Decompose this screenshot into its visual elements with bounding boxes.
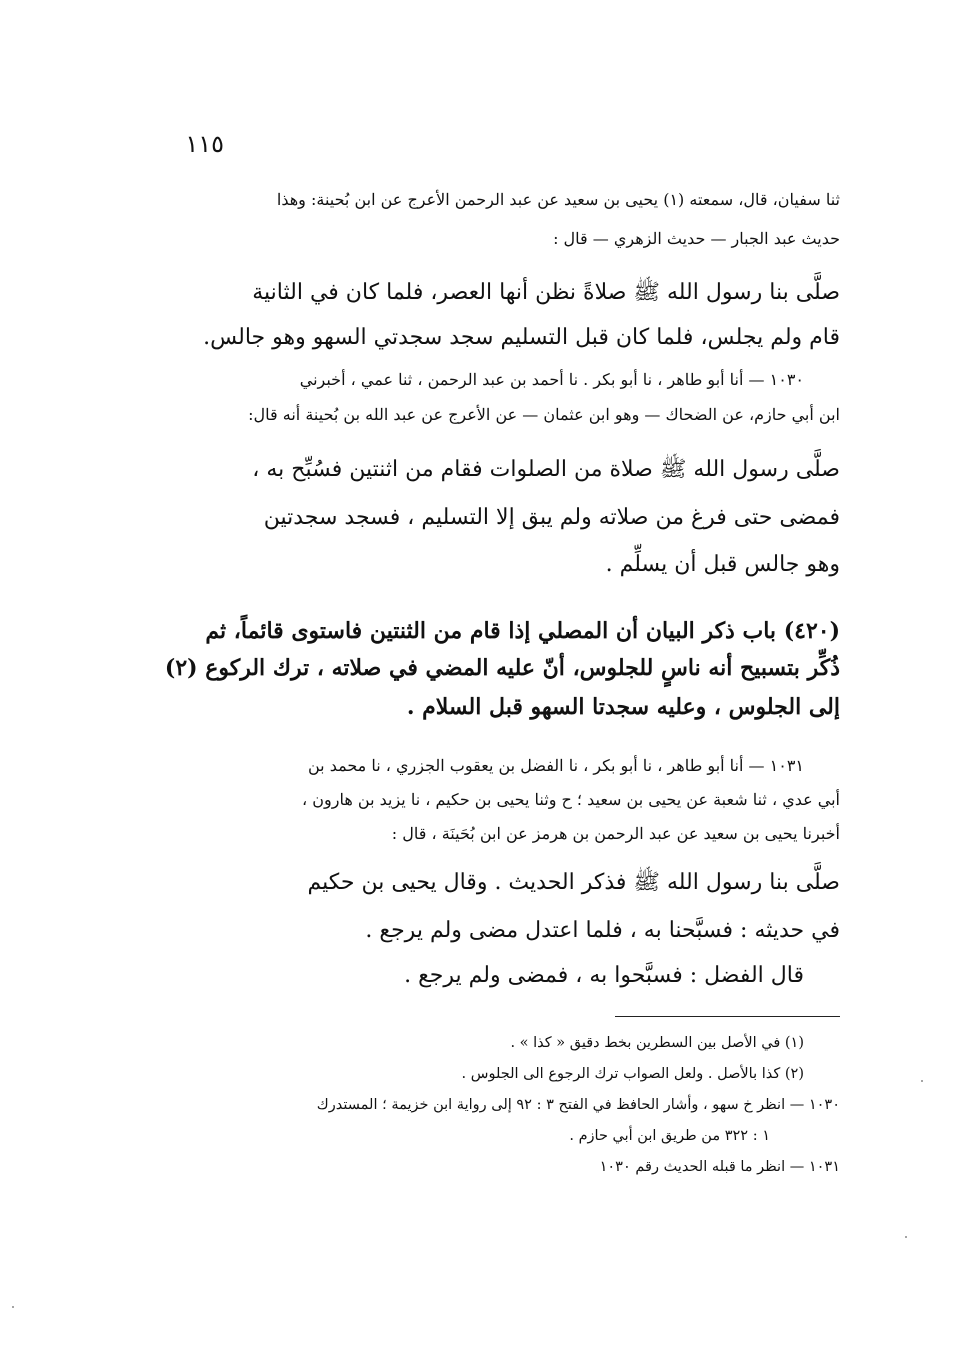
chapter-heading-line-1: (٤٢٠) باب ذكر البيان أن المصلي إذا قام من الثنتين فاستوى قائماً، ثم <box>205 618 840 644</box>
hadith-1-line-1: صلَّى بنا رسول الله ﷺ صلاةً نظن أنها العصر، فلما كان في الثانية <box>252 280 840 305</box>
hadith-2-line-3: وهو جالس قبل أن يسلِّم . <box>605 552 840 577</box>
scan-speck <box>12 1306 14 1308</box>
chapter-heading-line-3: إلى الجلوس ، وعليه سجدتا السهو قبل السلام . <box>406 694 840 720</box>
page-number: ١١٥ <box>185 130 224 158</box>
isnad-1030-line-2: ابن أبي حازم، عن الضحاك — وهو ابن عثمان — عن الأعرج عن عبد الله بن بُحينة أنه قال: <box>248 405 840 424</box>
isnad-1031-line-1: ١٠٣١ — أنا أبو طاهر ، نا أبو بكر ، نا الفضل بن يعقوب الجزري ، نا محمد بن <box>307 756 804 775</box>
footnote-1031: ١٠٣١ — انظر ما قبله الحديث رقم ١٠٣٠ <box>599 1159 840 1175</box>
footnote-1: (١) في الأصل بين السطرين بخط دقيق « كذا » . <box>510 1035 804 1051</box>
footnote-2: (٢) كذا بالأصل . ولعل الصواب ترك الرجوع الى الجلوس . <box>461 1066 804 1082</box>
footnote-1030: ١٠٣٠ — انظر خ سهو ، وأشار الحافظ في الفتح ٣ : ٩٢ إلى رواية ابن خزيمة ؛ المستدرك <box>316 1097 840 1113</box>
hadith-1-line-2: قام ولم يجلس، فلما كان قبل التسليم سجد سجدتي السهو وهو جالس. <box>203 325 840 350</box>
intro-line-1: ثنا سفيان، قال، سمعته (١) يحيى بن سعيد عن عبد الرحمن الأعرج عن ابن بُحينة: وهذا <box>276 190 840 209</box>
isnad-1031-line-2: أبي عدي ، ثنا شعبة عن يحيى بن سعيد ؛ ح وثنا يحيى بن حكيم ، نا يزيد بن هارون ، <box>302 790 840 809</box>
scan-speck <box>921 1080 923 1082</box>
chapter-heading-line-2: ذُكِّر بتسبيح أنه ناسٍ للجلوس، أنّ عليه المضي في صلاته ، ترك الركوع (٢) <box>164 655 840 681</box>
book-page <box>164 0 840 1368</box>
hadith-3-line-3: قال الفضل : فسبَّحوا به ، فمضى ولم يرجع . <box>404 963 804 988</box>
footnote-1030-cont: ١ : ٣٢٢ من طريق ابن أبي حازم . <box>569 1128 770 1144</box>
hadith-2-line-2: فمضى حتى فرغ من صلاته ولم يبق إلا التسليم ، فسجد سجدتين <box>263 505 840 530</box>
intro-line-2: حديث عبد الجبار — حديث الزهري — قال : <box>553 229 840 248</box>
hadith-3-line-1: صلَّى بنا رسول الله ﷺ فذكر الحديث . وقال يحيى بن حكيم <box>307 870 840 895</box>
scan-speck <box>905 1236 907 1238</box>
isnad-1031-line-3: أخبرنا يحيى بن سعيد عن عبد الرحمن بن هرمز عن ابن بُحَينَة ، قال : <box>391 824 840 843</box>
hadith-3-line-2: في حديثه : فسبَّحنا به ، فلما اعتدل مضى ولم يرجع . <box>365 918 840 943</box>
footnote-separator <box>615 1016 840 1017</box>
isnad-1030-line-1: ١٠٣٠ — أنا أبو طاهر ، نا أبو بكر . نا أحمد بن عبد الرحمن ، ثنا عمي ، أخبرني <box>299 370 804 389</box>
hadith-2-line-1: صلَّى رسول الله ﷺ صلاة من الصلوات فقام من اثنتين فسُبِّح به ، <box>252 457 840 482</box>
